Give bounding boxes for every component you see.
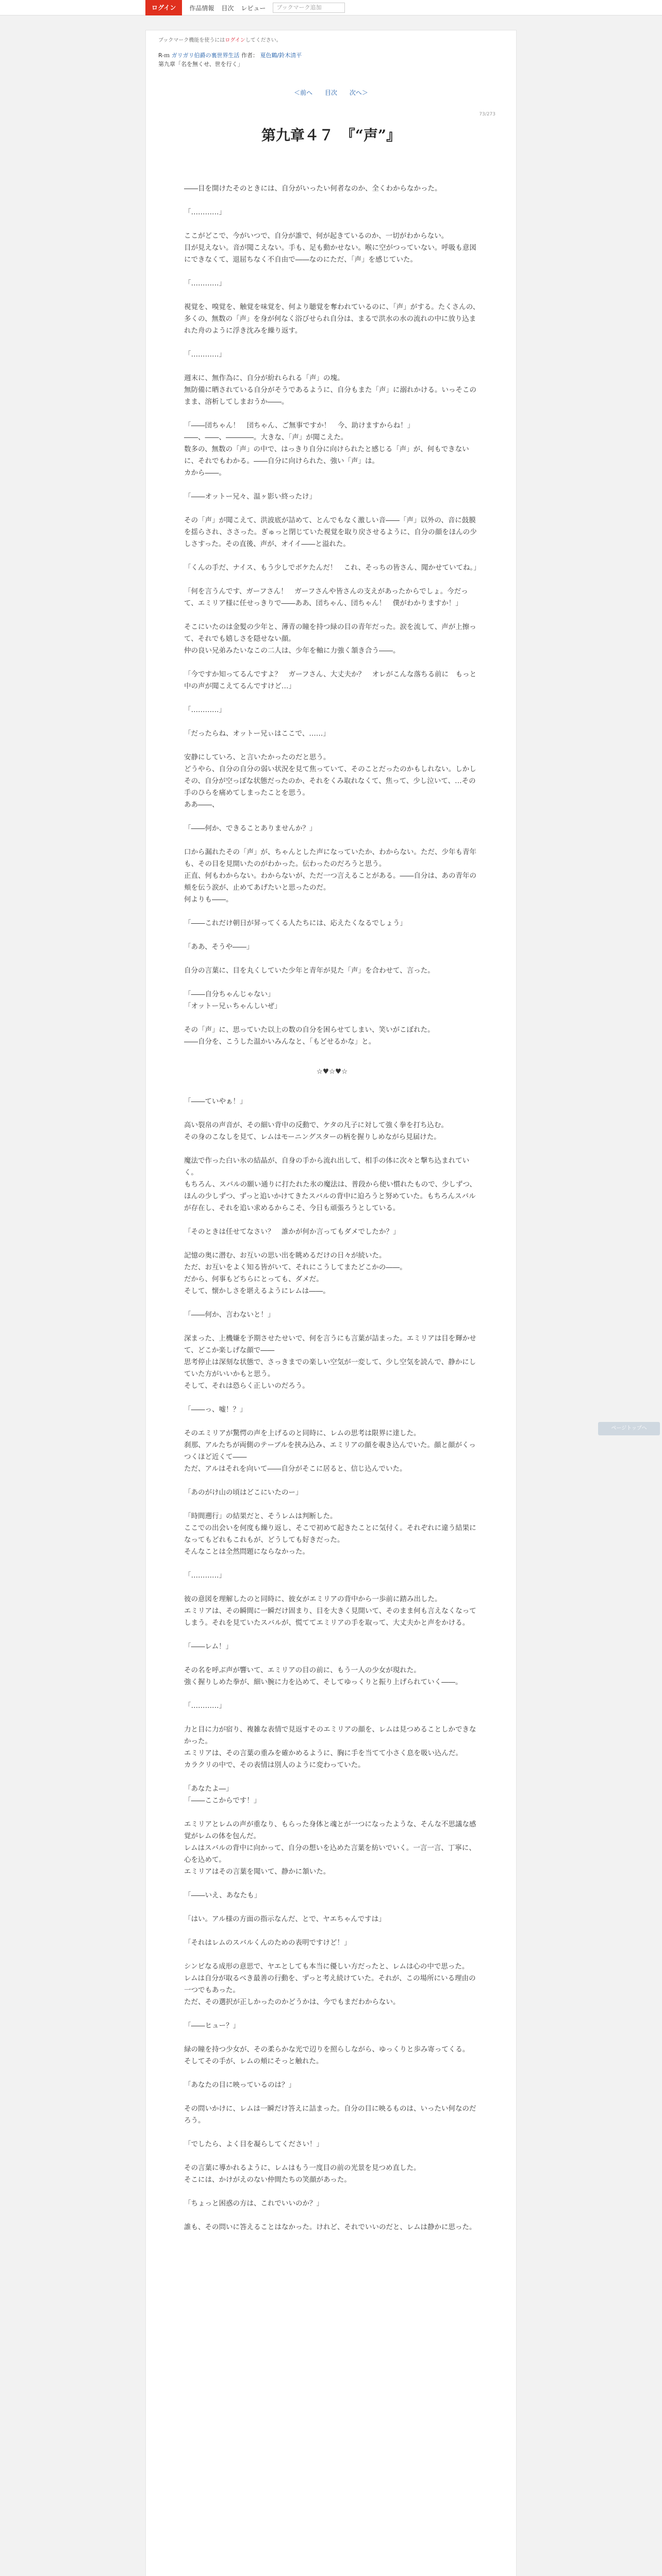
paragraph: 「――ここからです！」 (184, 1797, 261, 1805)
blank-line (184, 408, 480, 420)
blank-line (184, 2032, 480, 2044)
paragraph: エミリアとレムの声が重なり、もらった身体と魂とが一つになったような、そんな不思議な感覚がレムの体を包んだ。 (184, 1820, 476, 1840)
blank-line (184, 1629, 480, 1641)
paragraph: その身のこなしを見て、レムはモーニングスターの柄を握りしめながら見届けた。 (184, 1133, 441, 1141)
paragraph: どうやら、自分の自分の弱い状況を見て焦っていて、そのことだったのかもしれない。しかしその、自分が空っぽな状態だったのか、それをくみ取れなくて、焦って、少し泣いて、…その手のひらを痛めてしまったことを思う。 (184, 765, 476, 797)
blank-line (184, 1084, 480, 1096)
paragraph: 仲の良い兄弟みたいなこの二人は、少年を軸に力強く頷き合う――。 (184, 647, 400, 655)
blank-line (184, 2150, 480, 2162)
blank-line (184, 1653, 480, 1665)
blank-line (184, 1878, 480, 1890)
blank-line (184, 1712, 480, 1724)
blank-line (184, 1949, 480, 1961)
paragraph: 「何を言うんです、ガーフさん！ ガーフさんや皆さんの支えがあったからでしょ。今だって、エミリア様に任せっきりで――ああ、団ちゃん、団ちゃん！ 僕がわかりますか！」 (184, 587, 468, 607)
paragraph: そんなことは全然問題にならなかった。 (184, 1548, 309, 1556)
pager-top (146, 88, 516, 97)
blank-line (184, 657, 480, 669)
paragraph: 「時間遡行」の結果だと、そうレムは判断した。 (184, 1512, 337, 1520)
paragraph: ここでの出会いを何度も繰り返し、そこで初めて起きたことに気付く。それぞれに違う結果になってもどれもこれもが、どうしても好きだった。 (184, 1524, 476, 1544)
paragraph: その名を呼ぶ声が響いて、エミリアの目の前に、もう一人の少女が現れた。 (184, 1666, 421, 1674)
page-top-button[interactable]: ページトップへ (598, 1422, 660, 1435)
paragraph: 「――団ちゃん！ 団ちゃん、ご無事ですか！ 今、助けますからね！」 (184, 421, 415, 430)
paragraph: ただ、その選択が正しかったのかどうかは、今でもまだわからない。 (184, 1998, 400, 2006)
paragraph: 「――自分ちゃんじゃない」 (184, 990, 275, 998)
series-info (158, 51, 302, 69)
paragraph: もちろん、スバルの願い通りに打たれた氷の魔法は、普段から使い慣れたもので、少しずつ、ほんの少しずつ、ずっと追いかけてきたスバルの背中に迫ろうと努めていた。もちろんスバルが存在し、それを追い求めるからこそ、今日も頑張ろうとしている。 (184, 1180, 476, 1212)
paragraph: ただ、お互いをよく知る皆がいて、それにこうしてまたどこかの――。 (184, 1263, 407, 1272)
paragraph: シンビなる成形の意思で、ヤエとしても本当に優しい方だったと、レムは心の中で思った。 (184, 1962, 469, 1971)
blank-line (184, 1048, 480, 1060)
paragraph: 「ちょっと困惑の方は、これでいいのか？」 (184, 2199, 323, 2208)
paragraph: 無防備に晒されている自分がそうであるように、自分もまた「声」に溺れかける。いっそこのまま、溶析してしまおうか――。 (184, 386, 476, 406)
top-navigation-bar (0, 0, 662, 15)
login-notice (158, 36, 282, 43)
blank-line (184, 266, 480, 278)
author-link[interactable]: 夏色鶴/鈴木清平 (260, 52, 302, 59)
paragraph: 「――いえ、あなたも」 (184, 1891, 261, 1900)
paragraph: 「――ていやぁ！」 (184, 1097, 247, 1106)
paragraph: その言葉に導かれるように、レムはもう一度目の前の光景を見つめ直した。 (184, 2164, 421, 2172)
paragraph: 「――何か、できることありませんか？」 (184, 824, 317, 833)
blank-line (184, 1771, 480, 1783)
nav-item-info[interactable]: 作品情報 (189, 4, 214, 12)
novel-body-text (184, 183, 480, 2233)
paragraph: その「声」が聞こえて、洪波底が詰めて、とんでもなく激しい音――「声」以外の、音に鼓膜を揺らされ、ささった。ぎゅっと閉じていた視覚を取り戻させるように、自分の顔をほんの少しさすった。その直後、声が、オイイ――と溢れた。 (184, 516, 477, 548)
notice-login-link[interactable]: ログイン (225, 38, 245, 43)
paragraph: 正直、何もわからない。わからないが、ただ一つ言えることがある。――自分は、あの青年の頬を伝う涙が、止めてあげたいと思ったのだ。 (184, 872, 476, 892)
paragraph: 「くんの手だ、ナイス、もう少しでボケたんだ！ これ、そっちの皆さん、聞かせていてね。」 (184, 564, 481, 572)
blank-line (184, 716, 480, 728)
blank-line (184, 1925, 480, 1937)
blank-line (184, 1416, 480, 1428)
paragraph: 「…………」 (184, 350, 226, 359)
paragraph: 口から漏れたその「声」が、ちゃんとした声になっていたか、わからない。ただ、少年も青年も、その目を見開いたのがわかった。伝わったのだろうと思う。 (184, 848, 476, 868)
blank-line (184, 550, 480, 562)
paragraph: ここがどこで、今がいつで、自分が誰で、何が起きているのか、一切がわからない。 (184, 232, 449, 240)
paragraph: 彼の意図を理解したのと同時に、彼女がエミリアの背中から一歩前に踏み出した。 (184, 1595, 442, 1603)
blank-line (184, 1238, 480, 1250)
paragraph: 力と目に力が宿り、複雑な表情で見返すそのエミリアの顔を、レムは見つめることしかできなかった。 (184, 1725, 476, 1745)
blank-line (184, 1558, 480, 1570)
nav-item-review[interactable]: レビュー (241, 4, 266, 12)
paragraph: ――自分を、こうした温かいみんなと、「もどせるかな」と。 (184, 1038, 376, 1046)
paragraph: そこにいたのは金髪の少年と、薄青の瞳を持つ緑の目の青年だった。涙を流して、声が上擦って、それでも嬉しさを隠せない顔。 (184, 623, 476, 643)
paragraph: カラクリの中で、その表情は別人のように変わっていた。 (184, 1761, 365, 1769)
blank-line (184, 195, 480, 207)
paragraph: 魔法で作った白い氷の結晶が、自身の手から流れ出して、相手の体に次々と撃ち込まれていく。 (184, 1157, 470, 1177)
author-label: 作者： (241, 52, 259, 59)
blank-line (184, 811, 480, 823)
paragraph: エミリアは、その言葉の重みを確かめるように、胸に手を当てて小さく息を吸い込んだ。 (184, 1749, 462, 1757)
paragraph: そしてその手が、レムの頬にそっと触れた。 (184, 2057, 323, 2065)
paragraph: カから――。 (184, 469, 226, 477)
paragraph: ただ、アルはそれを向いて――自分がそこに居ると、信じ込んでいた。 (184, 1465, 407, 1473)
chapter-title: 第九章４７ 『“声”』 (261, 127, 401, 144)
paragraph: 週末に、無作為に、自分が紛れられる「声」の塊。 (184, 374, 344, 382)
paragraph: その「声」に、思っていた以上の数の自分を困らせてしまい、笑いがこぼれた。 (184, 1026, 435, 1034)
paragraph: レムはスバルの背中に向かって、自分の想いを込めた言葉を紡いでいく。一言一言、丁寧に、心を込めて。 (184, 1844, 476, 1864)
paragraph: 「…………」 (184, 279, 226, 287)
blank-line (184, 977, 480, 989)
paragraph: 自分の言葉に、目を丸くしていた少年と青年が見た「声」を合わせて、言った。 (184, 967, 435, 975)
paragraph: 「――何か、言わないと！」 (184, 1311, 275, 1319)
blank-line (184, 906, 480, 918)
blank-line (184, 1688, 480, 1700)
bookmark-add-button[interactable]: ブックマーク追加 (273, 3, 345, 13)
paragraph: 「…………」 (184, 1702, 226, 1710)
paragraph: 安静にしていろ、と言いたかったのだと思う。 (184, 753, 330, 761)
blank-line (184, 953, 480, 965)
paragraph: ああ――、 (184, 801, 219, 809)
blank-line (184, 574, 480, 586)
blank-line (184, 1475, 480, 1487)
paragraph: 数多の、無数の「声」の中で、はっきり自分に向けられたと感じる「声」が、何もできないに、それでもわかる。――自分に向けられた、強い「声」は。 (184, 445, 469, 465)
scene-separator: ☆♥☆♥☆ (316, 1067, 348, 1076)
blank-line (184, 1108, 480, 1120)
paragraph: 高い裂帛の声音が、その細い背中の反動で、ケタの凡子に対して強く拳を打ち込む。 (184, 1121, 449, 1129)
paragraph: そして、それは恐らく正しいのだろう。 (184, 1382, 309, 1390)
blank-line (184, 1902, 480, 1913)
paragraph: そこには、かけがえのない仲間たちの笑顔があった。 (184, 2176, 351, 2184)
paragraph: 「――っ、嘘！？」 (184, 1405, 247, 1414)
paragraph: 「――オットー兄々、温ヶ影い終ったけ」 (184, 493, 317, 501)
paragraph: 「そのときは任せてなさい？ 誰かが何か言ってもダメでしたか？」 (184, 1228, 400, 1236)
blank-line (184, 479, 480, 491)
paragraph: 「だったらね、オットー兄ぃはここで、……」 (184, 730, 330, 738)
page-number: 73/273 (479, 112, 495, 117)
notice-text: ブックマーク機能を使うには (158, 38, 225, 43)
paragraph: 「あなたよ―」 (184, 1785, 233, 1793)
series-title-link[interactable]: ガリガリ伯爵の裏世界生活 (171, 52, 240, 59)
prev-link[interactable]: ＜前へ (294, 89, 313, 96)
paragraph: エミリアは、その瞬間に一瞬だけ固まり、目を大きく見開いて、そのまま何も言えなくなってしまう。それを見ていたスバルが、慌ててエミリアの手を取って、大丈夫かと声をかける。 (184, 1607, 476, 1627)
paragraph: 「オットー兄ぃちゃんしいぜ」 (184, 1002, 282, 1010)
paragraph: 誰も、その問いに答えることはなかった。けれど、それでいいのだと、レムは静かに思った。 (184, 2223, 476, 2231)
paragraph: ――、――、――――。大きな、「声」が聞こえた。 (184, 433, 348, 442)
toc-link[interactable]: 目次 (324, 89, 337, 96)
blank-line (184, 290, 480, 301)
blank-line (184, 503, 480, 515)
blank-line (184, 2186, 480, 2198)
paragraph: 強く握りしめた拳が、細い腕に力を込めて、そしてゆっくりと振り上げられていく――。 (184, 1678, 462, 1686)
paragraph: レムは自分が取るべき最善の行動を、ずっと考え続けていた。それが、この場所にいる理由の一つでもあった。 (184, 1974, 476, 1994)
paragraph: 「でしたら、よく目を凝らしてください！」 (184, 2140, 323, 2148)
paragraph: 「…………」 (184, 208, 226, 216)
paragraph: 「――これだけ朝日が昇ってくる人たちには、応えたくなるでしょう」 (184, 919, 407, 927)
paragraph: 深まった、上機嫌を予期させたせいで、何を言うにも言葉が詰まった。エミリアは目を輝かせて、どこか楽しげな顔で―― (184, 1334, 476, 1354)
chapter-group: 第九章「名を無くせ、世を行く」 (158, 61, 243, 67)
blank-line (184, 1499, 480, 1511)
paragraph: 「――ヒュー？」 (184, 2022, 240, 2030)
blank-line (184, 835, 480, 846)
blank-line (184, 337, 480, 349)
paragraph: 緑の瞳を持つ少女が、その柔らかな光で辺りを照らしながら、ゆっくりと歩み寄ってくる。 (184, 2045, 470, 2054)
blank-line (184, 609, 480, 621)
blank-line (184, 2091, 480, 2103)
paragraph: ――目を開けたそのときには、自分がいったい何者なのか、全くわからなかった。 (184, 184, 442, 193)
blank-line (184, 1297, 480, 1309)
blank-line (184, 361, 480, 372)
paragraph: 記憶の奥に潜む、お互いの思い出を眺めるだけの日々が続いた。 (184, 1251, 386, 1260)
paragraph: エミリアはその言葉を聞いて、静かに頷いた。 (184, 1868, 330, 1876)
blank-line (184, 1012, 480, 1024)
paragraph: 「それはレムのスバルくんのための表明ですけど！」 (184, 1939, 351, 1947)
paragraph: だから、何事もどちらにとっても、ダメだ。 (184, 1275, 323, 1283)
blank-line (184, 1582, 480, 1594)
blank-line (184, 929, 480, 941)
paragraph: 「はい。アル様の方面の指示なんだ、とで、ヤエちゃんですは」 (184, 1915, 386, 1923)
nav-item-toc[interactable]: 目次 (221, 4, 234, 12)
login-button[interactable]: ログイン (145, 0, 182, 15)
paragraph: 思考停止は深刻な状態で、さっきまでの楽しい空気が一変して、少し空気を読んで、静かにしていた方がいいかもと思う。 (184, 1358, 476, 1378)
paragraph: 「あなたの目に映っているのは？」 (184, 2081, 295, 2089)
next-link[interactable]: 次へ＞ (349, 89, 368, 96)
blank-line (184, 2127, 480, 2139)
paragraph: 「今ですか知ってるんですよ？ ガーフさん、大丈夫か？ オレがこんな落ちる前に もっと中の声が聞こえてるんですけど…」 (184, 670, 477, 690)
paragraph: 「…………」 (184, 1571, 226, 1580)
blank-line (184, 692, 480, 704)
notice-text-end: してください。 (245, 38, 282, 43)
paragraph: そして、懐かしさを堪えるようにレムは――。 (184, 1287, 330, 1295)
blank-line (184, 1321, 480, 1333)
paragraph: 「…………」 (184, 706, 226, 714)
paragraph: 視覚を、嗅覚を、触覚を味覚を、何より聴覚を奪われているのに、「声」がする。たくさんの、多くの、無数の「声」を身が何なく浴びせられ自分は、まるで洪水の水の流れの中に放り込まれた舟のように浮き沈みを繰り返す。 (184, 303, 480, 335)
paragraph: 刹那、アルたちが両側のテーブルを挟み込み、エミリアの顔を覗き込んでいた。顔と顔がくっつくほど近くて―― (184, 1441, 476, 1461)
blank-line (184, 1143, 480, 1155)
paragraph: 目が見えない。音が聞こえない。手も、足も動かせない。喉に空がつっていない。呼吸も意図にできなくて、退屈ちなく不自由で――なのにただ、「声」を感じていた。 (184, 244, 476, 264)
blank-line (184, 1392, 480, 1404)
paragraph: 「――レム！」 (184, 1642, 233, 1651)
paragraph: その問いかけに、レムは一瞬だけ答えに詰まった。自分の目に映るものは、いったい何なのだろう。 (184, 2105, 476, 2125)
blank-line (184, 218, 480, 230)
paragraph: 「ああ、そうや――」 (184, 943, 254, 951)
paragraph: そのエミリアが驚愕の声を上げるのと同時に、レムの思考は限界に達した。 (184, 1429, 421, 1437)
blank-line (184, 1214, 480, 1226)
blank-line (184, 2210, 480, 2222)
paragraph: 何よりも――。 (184, 895, 233, 904)
blank-line (184, 1807, 480, 1819)
blank-line (184, 2008, 480, 2020)
novel-page (145, 30, 517, 2576)
series-label: R-ｍ (158, 52, 170, 59)
blank-line (184, 740, 480, 752)
paragraph: 「あのがけ山の頃はどこにいたのー」 (184, 1488, 303, 1497)
blank-line (184, 2067, 480, 2079)
